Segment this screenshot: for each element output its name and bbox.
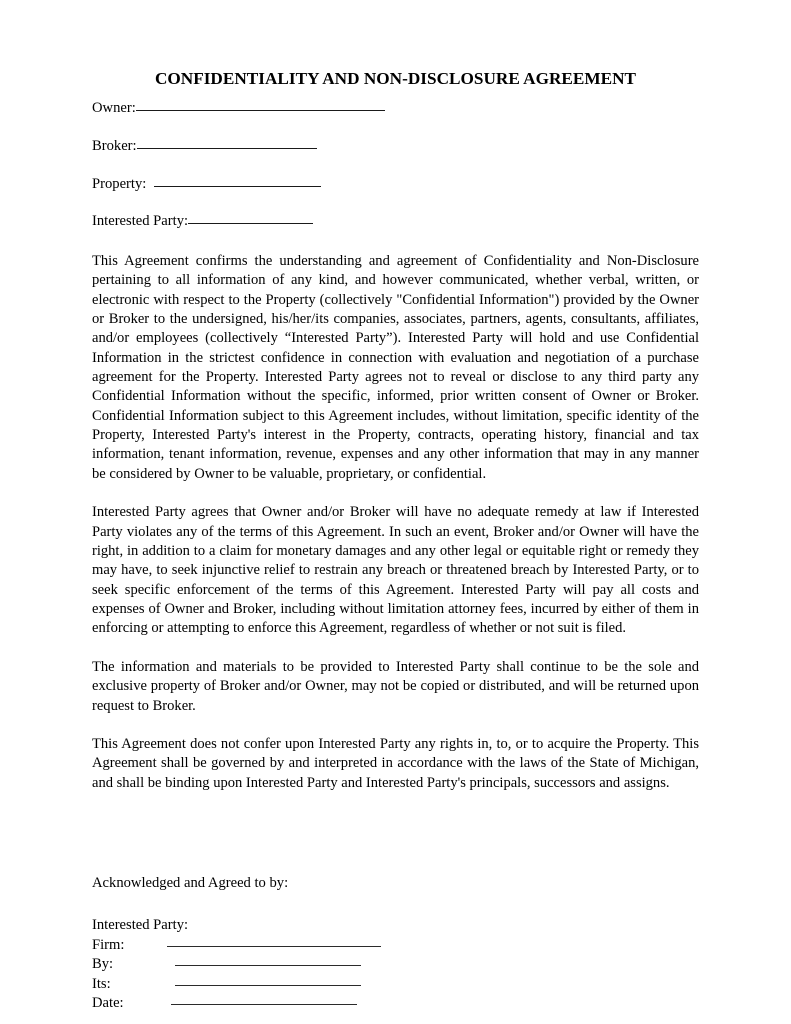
agreement-paragraph: Interested Party agrees that Owner and/or Broker will have no adequate remedy at law if Interested Party violates any of the terms of this Agreement. In such an event, Broker and/or Owner will have the right, in addition to a claim for monetary damages and any other legal or equitable right or remedy they may have, to seek injunctive relief to restrain any breach or threatened breach by Interested Party, or to seek specific enforcement of the terms of this Agreement. Interested Party will pay all costs and expenses of Owner and Broker, including without limitation attorney fees, incurred by either of them in enforcing or attempting to enforce this Agreement, regardless of whether or not suit is filed. (92, 504, 699, 637)
header-field-blank[interactable] (188, 210, 313, 224)
header-field-label: Broker: (92, 137, 137, 154)
header-field-blank[interactable] (137, 135, 317, 149)
header-field-row (92, 211, 712, 249)
header-field-blank[interactable] (154, 173, 321, 187)
signature-block (92, 874, 712, 1014)
header-fields (92, 98, 712, 249)
signature-row-label: By: (92, 956, 114, 973)
signature-row-blank[interactable] (175, 953, 361, 966)
signature-row-label: Date: (92, 995, 124, 1012)
signature-party-label: Interested Party: (92, 917, 189, 934)
header-field-label: Owner: (92, 100, 136, 116)
agreement-paragraph: This Agreement does not confer upon Interested Party any rights in, to, or to acquire the Property. This Agreement shall be governed by and interpreted in accordance with the laws of the State of Michigan, and shall be binding upon Interested Party and Interested Party's principals, successors and assigns. (92, 736, 699, 791)
signature-row-label: Its: (92, 975, 111, 992)
header-field-row (92, 98, 712, 136)
agreement-paragraph: The information and materials to be provided to Interested Party shall continue to be the sole and exclusive property of Broker and/or Owner, may not be copied or distributed, and will be returned upon request to Broker. (92, 658, 699, 714)
signature-row-label: Firm: (92, 937, 125, 954)
agreement-paragraph: This Agreement confirms the understanding and agreement of Confidentiality and Non-Disclosure pertaining to all information of any kind, and however communicated, whether verbal, written, or electronic with respect to the Property (collectively "Confidential Information") provided by the Owner or Broker to the undersigned, his/her/its companies, associates, partners, agents, consultants, affiliates, and/or employees (collectively “Interested Party”). Interested Party will hold and use Confidential Information in the strictest confidence in connection with evaluation and negotiation of a purchase agreement for the Property. Interested Party agrees not to reveal or disclose to any third party any Confidential Information without the specific, informed, prior written consent of Owner or Broker. Confidential Information subject to this Agreement includes, without limitation, specific identity of the Property, Interested Party's interest in the Property, contracts, operating history, financial and tax information, tenant information, revenue, expenses and any other information that may in any manner be considered by Owner to be valuable, proprietary, or confidential. (92, 253, 699, 482)
signature-row-blank[interactable] (171, 992, 357, 1005)
page-title: CONFIDENTIALITY AND NON-DISCLOSURE AGREEMENT (154, 68, 637, 88)
signature-row (92, 994, 712, 1013)
header-field-label: Property: (92, 175, 147, 192)
agreement-body (92, 252, 699, 793)
header-field-blank[interactable] (136, 97, 385, 111)
signature-row-blank[interactable] (167, 934, 381, 947)
signature-rows (92, 936, 712, 1014)
header-field-row (92, 174, 712, 212)
header-field-label: Interested Party: (92, 213, 189, 230)
signature-row-blank[interactable] (175, 973, 361, 986)
acknowledgement-heading: Acknowledged and Agreed to by: (92, 875, 289, 891)
header-field-row (92, 136, 712, 174)
